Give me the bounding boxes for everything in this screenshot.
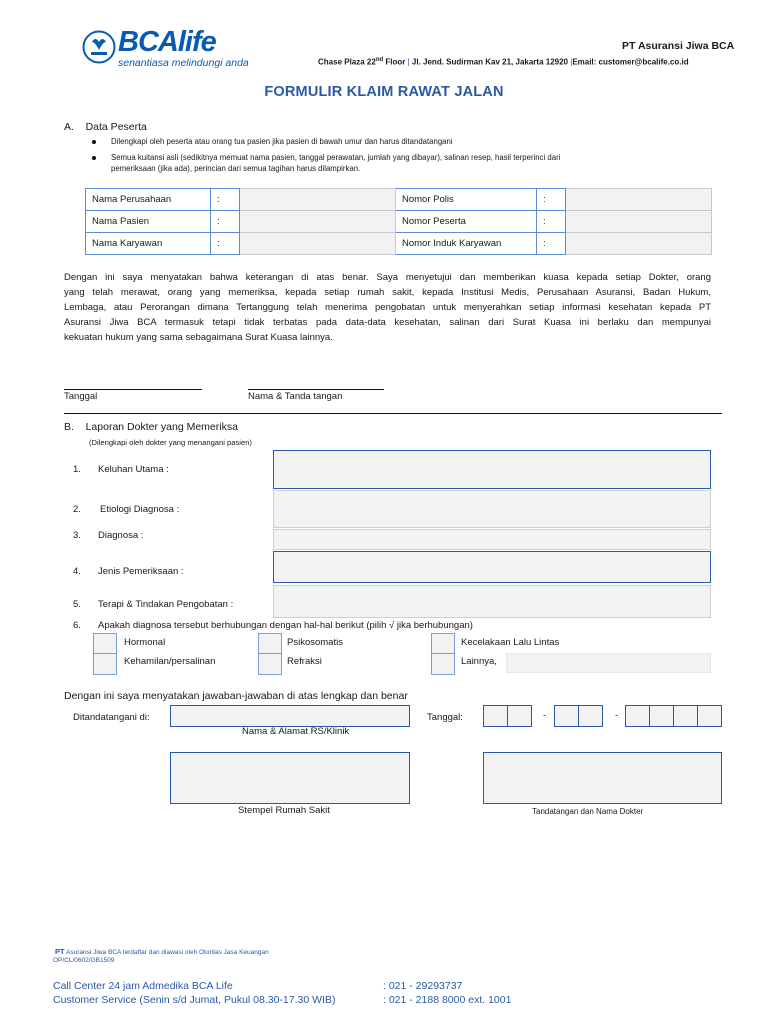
address-building: Chase Plaza 22 [318,57,376,67]
table-row [86,211,712,233]
hospital-stamp-label: Stempel Rumah Sakit [238,805,330,816]
section-b-subheading: (Dilengkapi oleh dokter yang menangani pasien) [89,438,252,447]
label-member-number: Nomor Peserta [396,211,537,233]
colon: : [211,233,240,255]
label-policy-number: Nomor Polis [396,189,537,211]
hormonal-label: Hormonal [124,637,166,648]
participant-data-table [85,188,712,255]
section-a-bullet-2b: pemeriksaan (jika ada), perincian dari semua tagihan harus dilampirkan. [111,164,361,173]
signed-at-field[interactable] [170,705,410,727]
member-number-field[interactable] [566,211,712,233]
date-day-digit-1[interactable] [483,705,508,727]
call-center-number: : 021 - 29293737 [383,980,463,992]
diagnosis-field[interactable] [273,529,711,550]
bullet-dot [92,156,96,160]
item-number: 4. [73,566,81,577]
refraction-checkbox[interactable] [258,653,282,675]
refraction-label: Refraksi [287,656,322,667]
date-separator: - [543,710,547,721]
traffic-accident-checkbox[interactable] [431,633,455,655]
customer-service-number: : 021 - 2188 8000 ext. 1001 [383,994,512,1006]
statement-line: Lembaga, atau Perorangan dimana Tertanggung telah menerima pengobatan untuk menyerahkan setiap informasi kesehatan kepada PT [64,302,711,313]
complaint-label: Keluhan Utama : [98,464,169,475]
date-year-digit-3[interactable] [673,705,698,727]
statement-line: yang telah merawat, orang yang memeriksa, kepada setiap rumah sakit, kepada Institusi Medis, Perusahaan Asuransi, Badan Hukum, [64,287,711,298]
colon: : [537,211,566,233]
section-a-bullet-2a: Semua kuitansi asli (sedikitnya memuat nama pasien, tanggal perawatan, jumlah yang dibayar), salinan resep, hasil terperinci dari [111,153,561,162]
psychosomatic-checkbox[interactable] [258,633,282,655]
traffic-accident-label: Kecelakaan Lalu Lintas [461,637,560,648]
table-row [86,189,712,211]
etiology-field[interactable] [273,490,711,528]
logo [80,26,250,72]
date-year-digit-1[interactable] [625,705,650,727]
form-code: OP/CL/0602/GB1509 [53,957,115,964]
name-signature-label: Nama & Tanda tangan [248,391,343,402]
label-company: Nama Perusahaan [86,189,211,211]
section-a-bullet-1: Dilengkapi oleh peserta atau orang tua pasien jika pasien di bawah umur dan harus ditandatangani [111,137,453,146]
signed-at-label: Ditandatangani di: [73,712,150,723]
hospital-stamp-box[interactable] [170,752,410,804]
other-checkbox[interactable] [431,653,455,675]
bullet-dot [92,140,96,144]
employee-name-field[interactable] [240,233,396,255]
date-field-label: Tanggal: [427,712,463,723]
address-sup: nd [375,57,384,63]
date-day-digit-2[interactable] [507,705,532,727]
table-row [86,233,712,255]
colon: : [211,211,240,233]
item-number: 3. [73,530,81,541]
label-patient-name: Nama Pasien [86,211,211,233]
customer-service-label: Customer Service (Senin s/d Jumat, Pukul 08.30-17.30 WIB) [53,994,336,1006]
address-email: Email: customer@bcalife.co.id [572,57,689,67]
company-name-field[interactable] [240,189,396,211]
regulatory-note [55,947,269,956]
patient-name-field[interactable] [240,211,396,233]
call-center-label: Call Center 24 jam Admedika BCA Life [53,980,233,992]
date-month-digit-1[interactable] [554,705,579,727]
date-signature-line[interactable] [64,389,202,390]
statement-line: kekuatan hukum yang sama sebagaimana Surat Kuasa lainnya. [64,332,333,343]
declaration-text: Dengan ini saya menyatakan jawaban-jawaban di atas lengkap dan benar [64,690,408,702]
psychosomatic-label: Psikosomatis [287,637,343,648]
authorization-statement [64,270,711,345]
diagnosis-label: Diagnosa : [98,530,144,541]
logo-text: BCAlife [118,26,216,58]
date-label: Tanggal [64,391,98,402]
item-number: 2. [73,504,81,515]
etiology-label: Etiologi Diagnosa : [100,504,180,515]
pregnancy-checkbox[interactable] [93,653,117,675]
company-address: Chase Plaza 22nd Floor | Jl. Jend. Sudirman Kav 21, Jakarta 12920 |Email: customer@bcalife.co.id [318,57,689,67]
colon: : [537,189,566,211]
main-complaint-field[interactable] [273,450,711,489]
section-b-heading: B. Laporan Dokter yang Memeriksa [64,421,238,433]
section-divider [64,413,722,414]
item-number: 1. [73,464,81,475]
item-number: 5. [73,599,81,610]
other-label: Lainnya, [461,656,497,667]
statement-line: Asuransi Jiwa BCA termasuk tetapi tidak terbatas pada data-data kesehatan, salinan dari Surat Kuasa ini berlaku dan mempunyai [64,317,711,328]
section-a-heading: A. Data Peserta [64,121,147,133]
doctor-signature-label: Tandatangan dan Nama Dokter [532,807,644,816]
tagline: senantiasa melindungi anda [118,57,249,69]
policy-number-field[interactable] [566,189,712,211]
label-employee-id: Nomor Induk Karyawan [396,233,537,255]
examination-label: Jenis Pemeriksaan : [98,566,184,577]
doctor-signature-box[interactable] [483,752,722,804]
item-number: 6. [73,620,81,631]
therapy-field[interactable] [273,585,711,618]
other-specify-field[interactable] [506,653,711,673]
examination-type-field[interactable] [273,551,711,583]
colon: : [211,189,240,211]
name-signature-line[interactable] [248,389,384,390]
label-employee-name: Nama Karyawan [86,233,211,255]
pregnancy-label: Kehamilan/persalinan [124,656,216,667]
regulatory-pt: PT [55,947,65,956]
hormonal-checkbox[interactable] [93,633,117,655]
relation-question: Apakah diagnosa tersebut berhubungan dengan hal-hal berikut (pilih √ jika berhubungan) [98,620,473,631]
date-year-digit-4[interactable] [697,705,722,727]
page-title: FORMULIR KLAIM RAWAT JALAN [264,84,504,100]
date-separator: - [615,710,619,721]
address-floor: Floor [383,57,406,67]
regulatory-text: Asuransi Jiwa BCA terdaftar dan diawasi oleh Otoritas Jasa Keuangan [64,949,269,956]
bca-shield-icon [82,30,116,64]
date-year-digit-2[interactable] [649,705,674,727]
hospital-name-label: Nama & Alamat RS/Klinik [242,726,350,737]
therapy-label: Terapi & Tindakan Pengobatan : [98,599,234,610]
colon: : [537,233,566,255]
statement-line: Dengan ini saya menyatakan bahwa keterangan di atas benar. Saya menyetujui dan memberikan kuasa kepada setiap Dokter, orang [64,272,711,283]
employee-id-field[interactable] [566,233,712,255]
address-street: Jl. Jend. Sudirman Kav 21, Jakarta 12920 [409,57,568,67]
date-month-digit-2[interactable] [578,705,603,727]
company-name: PT Asuransi Jiwa BCA [622,40,735,52]
